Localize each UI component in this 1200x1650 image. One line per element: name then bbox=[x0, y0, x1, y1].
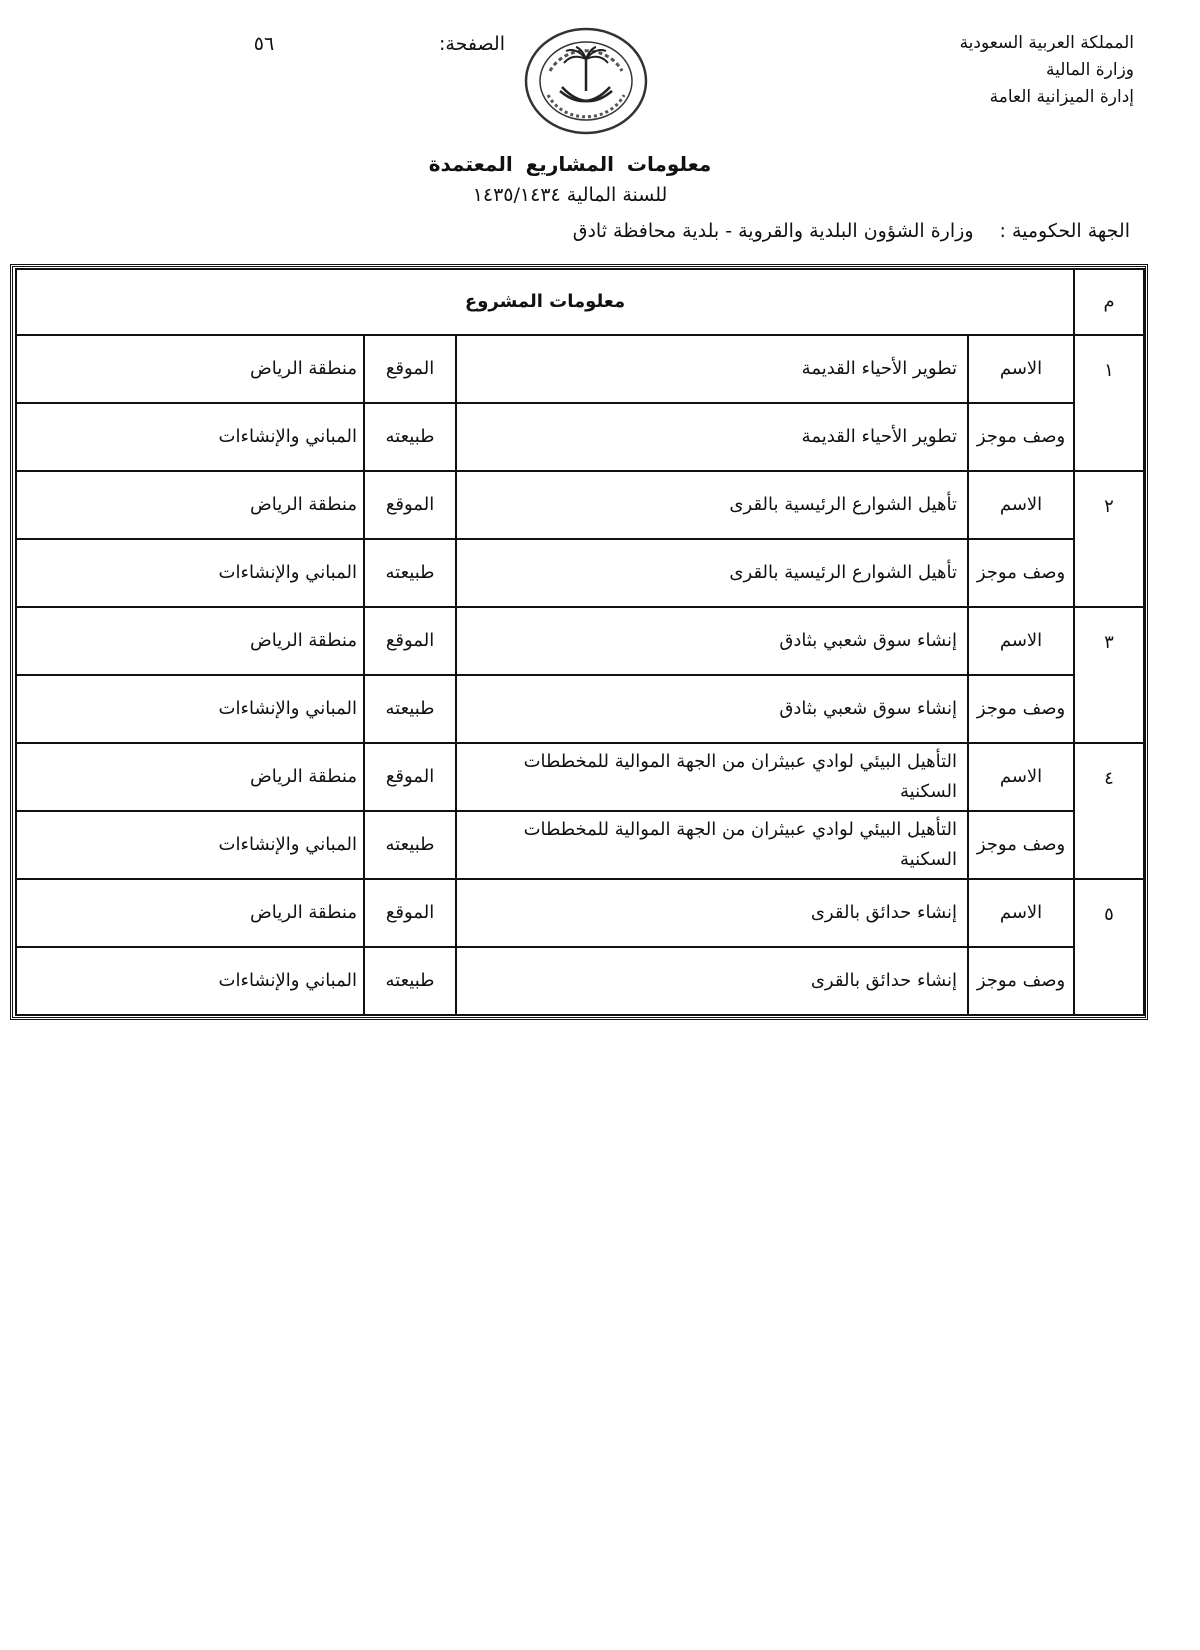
project-description: إنشاء حدائق بالقرى bbox=[456, 947, 968, 1015]
ministry-emblem-icon bbox=[520, 25, 652, 137]
column-header-project-info: معلومات المشروع bbox=[16, 269, 1074, 335]
nature-label: طبيعته bbox=[364, 403, 456, 471]
project-location: منطقة الرياض bbox=[16, 879, 364, 947]
project-location: منطقة الرياض bbox=[16, 335, 364, 403]
nature-label: طبيعته bbox=[364, 947, 456, 1015]
project-nature: المباني والإنشاءات bbox=[16, 403, 364, 471]
project-name: إنشاء سوق شعبي بثادق bbox=[456, 607, 968, 675]
project-location: منطقة الرياض bbox=[16, 743, 364, 811]
nature-label: طبيعته bbox=[364, 811, 456, 879]
project-nature: المباني والإنشاءات bbox=[16, 539, 364, 607]
agency-value: وزارة الشؤون البلدية والقروية - بلدية محافظة ثادق bbox=[572, 220, 974, 242]
government-agency bbox=[510, 220, 1130, 242]
department-name: إدارة الميزانية العامة bbox=[989, 87, 1134, 107]
project-description: التأهيل البيئي لوادي عبيثران من الجهة الموالية للمخططات السكنية bbox=[456, 811, 968, 879]
project-number: ١ bbox=[1074, 335, 1144, 471]
location-label: الموقع bbox=[364, 335, 456, 403]
project-name: إنشاء حدائق بالقرى bbox=[456, 879, 968, 947]
project-number: ٥ bbox=[1074, 879, 1144, 1015]
letterhead bbox=[914, 30, 1134, 111]
kingdom-name: المملكة العربية السعودية bbox=[959, 33, 1134, 53]
name-label: الاسم bbox=[968, 879, 1074, 947]
project-name: تطوير الأحياء القديمة bbox=[456, 335, 968, 403]
name-label: الاسم bbox=[968, 607, 1074, 675]
project-nature: المباني والإنشاءات bbox=[16, 675, 364, 743]
table-row bbox=[16, 471, 1144, 539]
column-header-number: م bbox=[1074, 269, 1144, 335]
table-row bbox=[16, 403, 1144, 471]
nature-label: طبيعته bbox=[364, 539, 456, 607]
project-description: تطوير الأحياء القديمة bbox=[456, 403, 968, 471]
table-row bbox=[16, 743, 1144, 811]
description-label: وصف موجز bbox=[968, 947, 1074, 1015]
document-subtitle: للسنة المالية ١٤٣٥/١٤٣٤ bbox=[472, 184, 668, 206]
document-title: معلومات المشاريع المعتمدة bbox=[428, 152, 712, 176]
ministry-of-finance-logo bbox=[520, 25, 652, 137]
project-nature: المباني والإنشاءات bbox=[16, 947, 364, 1015]
description-label: وصف موجز bbox=[968, 539, 1074, 607]
location-label: الموقع bbox=[364, 471, 456, 539]
projects-table bbox=[15, 268, 1145, 1016]
description-label: وصف موجز bbox=[968, 403, 1074, 471]
description-label: وصف موجز bbox=[968, 675, 1074, 743]
table-row bbox=[16, 675, 1144, 743]
project-location: منطقة الرياض bbox=[16, 607, 364, 675]
ministry-name: وزارة المالية bbox=[1046, 60, 1134, 80]
project-number: ٣ bbox=[1074, 607, 1144, 743]
name-label: الاسم bbox=[968, 335, 1074, 403]
project-description: إنشاء سوق شعبي بثادق bbox=[456, 675, 968, 743]
table-row bbox=[16, 811, 1144, 879]
page-number: ٥٦ bbox=[253, 33, 275, 55]
project-number: ٢ bbox=[1074, 471, 1144, 607]
name-label: الاسم bbox=[968, 471, 1074, 539]
name-label: الاسم bbox=[968, 743, 1074, 811]
agency-label: الجهة الحكومية : bbox=[999, 220, 1130, 242]
project-nature: المباني والإنشاءات bbox=[16, 811, 364, 879]
location-label: الموقع bbox=[364, 879, 456, 947]
table-row bbox=[16, 335, 1144, 403]
project-number: ٤ bbox=[1074, 743, 1144, 879]
table-row bbox=[16, 879, 1144, 947]
project-description: تأهيل الشوارع الرئيسية بالقرى bbox=[456, 539, 968, 607]
project-location: منطقة الرياض bbox=[16, 471, 364, 539]
page-label: الصفحة: bbox=[438, 33, 505, 55]
nature-label: طبيعته bbox=[364, 675, 456, 743]
table-row bbox=[16, 947, 1144, 1015]
location-label: الموقع bbox=[364, 743, 456, 811]
project-name: التأهيل البيئي لوادي عبيثران من الجهة الموالية للمخططات السكنية bbox=[456, 743, 968, 811]
description-label: وصف موجز bbox=[968, 811, 1074, 879]
location-label: الموقع bbox=[364, 607, 456, 675]
table-row bbox=[16, 607, 1144, 675]
project-name: تأهيل الشوارع الرئيسية بالقرى bbox=[456, 471, 968, 539]
table-row bbox=[16, 539, 1144, 607]
